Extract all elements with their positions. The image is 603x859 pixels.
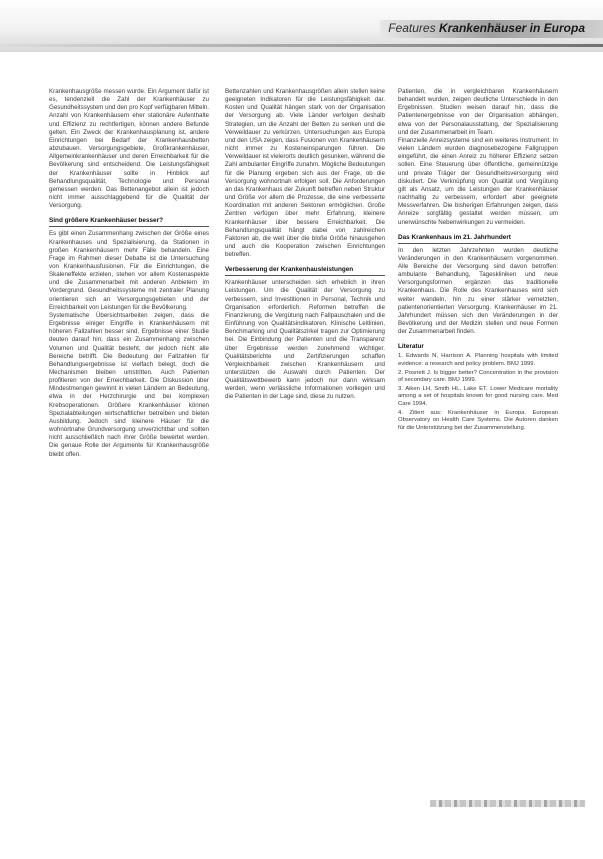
reference-item: 4. Zitiert aus: Krankenhäuser in Europa. European Observatory on Health Care Systems. Die Autoren danken für die Unterstützung bei der Zusammenstellung. bbox=[398, 409, 558, 431]
section-title bbox=[388, 21, 585, 35]
footer-strip bbox=[430, 800, 585, 807]
reference-item: 1. Edwards N, Harrison A. Planning hospitals with limited evidence: a research and policy problem. BMJ 1999. bbox=[398, 353, 558, 367]
paragraph: Finanzielle Anreizsysteme sind ein weiteres Instrument. In vielen Ländern wurden diagnosebezogene Fallgruppen eingeführt, die einen Anreiz zu höherer Effizienz setzen sollen. Eine Steuerung über öffentliche, gemeinnützige und private Träger der Gesundheitsversorgung wird diskutiert. Die Verknüpfung von Qualität und Vergütung gilt als Ansatz, um die Leistungen der Krankenhäuser nachhaltig zu verbessern, erfordert aber geeignete Messverfahren. Die bisherigen Erfahrungen zeigen, dass Anreize sorgfältig gestaltet werden müssen, um unerwünschte Nebenwirkungen zu vermeiden. bbox=[398, 136, 558, 226]
page-header bbox=[0, 0, 603, 52]
paragraph: Krankenhäuser unterscheiden sich erheblich in ihren Leistungen. Um die Qualität der Versorgung zu verbessern, sind Investitionen in Personal, Technik und Organisation erforderlich. Reformen betreffen die Finanzierung, die Vergütung nach Fallpauschalen und die Einführung von Qualitätsindikatoren. Klinische Leitlinien, Benchmarking und Qualitätszirkel tragen zur Optimierung bei. Die Einbindung der Patienten und die Transparenz über Ergebnisse werden zunehmend wichtiger. Qualitätsberichte und Zertifizierungen schaffen Vergleichbarkeit zwischen Krankenhäusern und unterstützen die Auswahl durch Patienten. Der Qualitätswettbewerb kann jedoch nur dann wirksam werden, wenn verlässliche Informationen vorliegen und die Patienten in der Lage sind, diese zu nutzen. bbox=[225, 279, 385, 401]
text-column-3 bbox=[398, 88, 558, 433]
references-heading: Literatur bbox=[398, 343, 424, 351]
paragraph: Patienten, die in vergleichbaren Krankenhäusern behandelt wurden, zeigen deutliche Unterschiede in den Ergebnissen. Studien weisen darauf hin, dass die Patientenergebnisse von der Organisation abhängen, etwa von der Personalausstattung, der Spezialisierung und der Zusammenarbeit im Team. bbox=[398, 88, 558, 136]
text-column-2 bbox=[225, 88, 385, 402]
paragraph: In den letzten Jahrzehnten wurden deutliche Veränderungen in den Krankenhäusern vorgenommen. Alle Bereiche der Versorgung sind davon betroffen: ambulante Behandlung, Tageskliniken und neue Versorgungsformen ergänzen das traditionelle Krankenhaus. Die Rolle des Krankenhauses wird sich weiter wandeln, hin zu einer stärker vernetzten, patientenorientierten Versorgung. Krankenhäuser im 21. Jahrhundert müssen sich den Veränderungen in der Bevölkerung und der Medizin stellen und neue Formen der Zusammenarbeit finden. bbox=[398, 246, 558, 336]
header-rule bbox=[0, 44, 603, 47]
section-heading: Sind größere Krankenhäuser besser? bbox=[49, 216, 209, 227]
paragraph: Bettenzahlen und Krankenhausgrößen allein stellen keine geeigneten Indikatoren für die Leistungsfähigkeit dar. Kosten und Qualität hängen stark von der Organisation der Versorgung ab. Viele Länder verfolgen deshalb Strategien, um die Anzahl der Betten zu senken und die Verweildauer zu verkürzen. Untersuchungen aus Europa und den USA zeigen, dass Fusionen von Krankenhäusern nicht immer zu Kosteneinsparungen führen. Die Verweildauer ist vielerorts deutlich gesunken, während die Zahl ambulanter Eingriffe zunahm. Mögliche Bedeutungen für die Planung ergeben sich aus der Frage, ob die Versorgung wohnortnah erfolgen soll. Die Anforderungen an das Krankenhaus der Zukunft betreffen neben Struktur und Größe vor allem die Prozesse, die eine verbesserte Koordination mit anderen Sektoren ermöglichen. Große Zentren verfügen über mehr Erfahrung, kleinere Krankenhäuser über bessere Erreichbarkeit. Die Behandlungsqualität hängt dabei von zahlreichen Faktoren ab, die weit über die bloße Größe hinausgehen und auch die Kooperation zwischen Einrichtungen betreffen. bbox=[225, 88, 385, 259]
section-label: Features bbox=[388, 21, 436, 35]
reference-item: 3. Aiken LH, Smith HL, Lake ET. Lower Medicare mortality among a set of hospitals known for good nursing care. Med Care 1994. bbox=[398, 385, 558, 407]
section-topic: Krankenhäuser in Europa bbox=[438, 21, 585, 35]
reference-item: 2. Posnett J. Is bigger better? Concentration in the provision of secondary care. BMJ 1999. bbox=[398, 369, 558, 384]
reference-list bbox=[398, 353, 558, 432]
section-heading: Das Krankenhaus im 21. Jahrhundert bbox=[398, 233, 558, 244]
text-column-1 bbox=[49, 88, 209, 459]
section-heading: Verbesserung der Krankenhausleistungen bbox=[225, 265, 385, 276]
paragraph: Systematische Übersichtsarbeiten zeigen, dass die Ergebnisse einiger Eingriffe in Krankenhäusern mit höheren Fallzahlen besser sind. Ergebnisse einer Studie deuten darauf hin, dass ein Zusammenhang zwischen Volumen und Qualität besteht, der jedoch nicht alle Bereiche betrifft. Die Bedeutung der Fallzahlen für Behandlungsergebnisse ist vielfach belegt, doch die Mechanismen bleiben umstritten. Auch Patienten profitieren von der Erreichbarkeit. Die Diskussion über Mindestmengen gewinnt in vielen Ländern an Bedeutung, etwa in der Herzchirurgie und bei komplexen Krebsoperationen. Größere Krankenhäuser können Spezialabteilungen wirtschaftlicher betreiben und bieten Ausbildung. Jedoch sind kleinere Häuser für die wohnortnahe Grundversorgung unverzichtbar und sollten nicht ausschließlich nach ihrer Größe bewertet werden. Die genaue Rolle der Argumente für Krankenhausgröße bleibt offen. bbox=[49, 311, 209, 458]
paragraph: Es gibt einen Zusammenhang zwischen der Größe eines Krankenhauses und Spezialisierung, da Stationen in großen Krankenhäusern mehr Fälle behandeln. Eine Frage im Rahmen dieser Debatte ist die Untersuchung von Krankenhausfusionen. Für die Einrichtungen, die Skaleneffekte erzielen, stehen vor allem Kostenaspekte und die Zusammenarbeit mit anderen Anbietern im Vordergrund. Gesundheitssysteme mit zentraler Planung orientieren sich an Versorgungsgebieten und der Erreichbarkeit von Leistungen für die Bevölkerung. bbox=[49, 230, 209, 311]
paragraph: Krankenhausgröße messen wurde. Ein Argument dafür ist es, tendenziell die Zahl der Krankenhäuser zu Gesundheitssystem und den pro Kopf verfügbaren Mitteln. Anzahl von Krankenhäusern eher stationäre Aufenthalte und Effizienz zu rechtfertigen, können andere Befunde gelten. Ein Zweck der Krankenhausplanung ist, andere Einrichtungen bei Bedarf der Krankenhausbetten abzubauen. Versorgungsgebiete, Großkrankenhäuser, Allgemeinkrankenhäuser und deren Erreichbarkeit für die Bevölkerung sind entscheidend. Die Leistungsfähigkeit der Krankenhäuser sollte in Hinblick auf Behandlungsqualität, Technologie und Personal gemessen werden. Das Bettenangebot allein ist jedoch nicht immer ausschlaggebend für die Qualität der Versorgung. bbox=[49, 88, 209, 210]
